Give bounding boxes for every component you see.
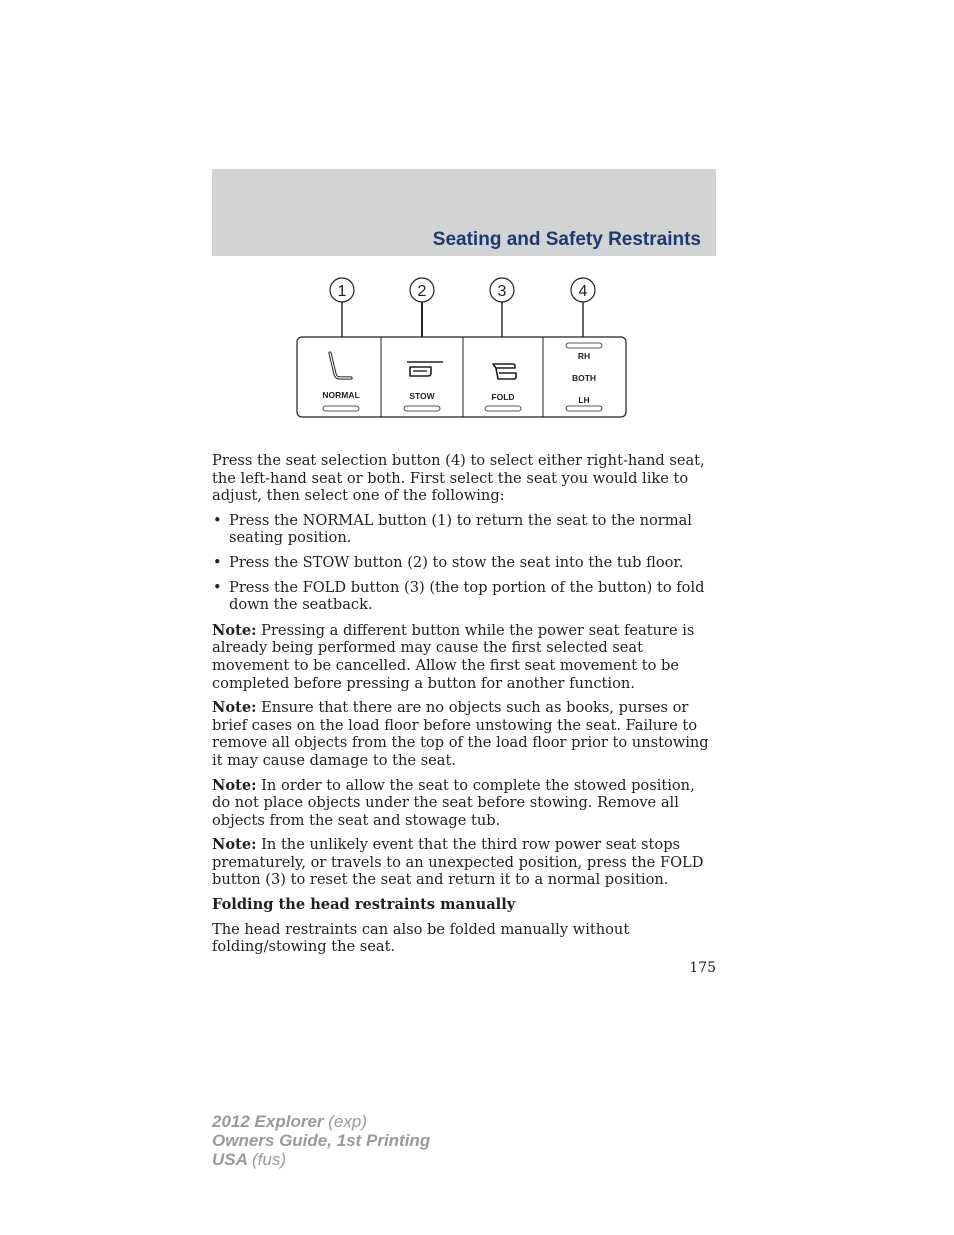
footer-model-code: (exp): [328, 1112, 367, 1131]
callout-3-label: 3: [497, 283, 507, 300]
rh-indicator: [566, 343, 602, 348]
note-label: Note:: [212, 699, 257, 717]
footer-market: USA: [212, 1150, 248, 1169]
bullet-icon: •: [213, 553, 222, 571]
note-label: Note:: [212, 776, 257, 794]
footer-line-3: [212, 1150, 430, 1169]
normal-button-label: NORMAL: [322, 390, 360, 400]
note-paragraph: [212, 622, 716, 692]
seat-control-diagram: [296, 276, 630, 422]
stow-indicator: [404, 406, 440, 411]
intro-paragraph: Press the seat selection button (4) to select either right-hand seat, the left-hand seat or both. First select the seat you would like to adjust, then select one of the following:: [212, 452, 705, 505]
note-label: Note:: [212, 836, 257, 854]
note-paragraph: [212, 777, 716, 830]
normal-indicator: [323, 406, 359, 411]
callout-4-label: 4: [578, 283, 588, 300]
section-title: Seating and Safety Restraints: [432, 229, 701, 250]
footer-line-2: Owners Guide, 1st Printing: [212, 1131, 431, 1150]
footer-line-1: [212, 1112, 430, 1131]
footer-model: 2012 Explorer: [212, 1112, 324, 1131]
rh-label: RH: [577, 351, 591, 361]
note-text: Ensure that there are no objects such as books, purses or brief cases on the load floor before unstowing the seat. Failure to remove all objects from the top of the load floor prior to unstowing it may cause damage to the seat.: [212, 699, 709, 769]
list-item-text: Press the FOLD button (3) (the top portion of the button) to fold down the seatback.: [229, 578, 705, 614]
page-number: 175: [689, 960, 716, 976]
body-text: [212, 452, 716, 963]
note-text: In order to allow the seat to complete the stowed position, do not place objects under the seat before stowing. Remove all objects from the seat and stowage tub.: [212, 776, 695, 829]
callout-3: [490, 278, 514, 337]
note-label: Note:: [212, 621, 257, 639]
closing-paragraph: The head restraints can also be folded manually without folding/stowing the seat.: [212, 920, 630, 956]
footer: [212, 1112, 430, 1169]
callout-1-label: 1: [337, 283, 347, 300]
note-paragraph: [212, 699, 716, 769]
callout-2-label: 2: [417, 283, 427, 300]
note-text: In the unlikely event that the third row power seat stops prematurely, or travels to an unexpected position, press the FOLD button (3) to reset the seat and return it to a normal position.: [212, 836, 704, 889]
header-band: [212, 169, 716, 256]
callout-4: [571, 278, 595, 337]
fold-indicator: [485, 406, 521, 411]
callout-1: [330, 278, 354, 337]
list-item: [212, 579, 716, 614]
stow-button-label: STOW: [409, 391, 435, 401]
lh-indicator: [566, 406, 602, 411]
list-item-text: Press the STOW button (2) to stow the seat into the tub floor.: [229, 553, 684, 571]
both-label: BOTH: [571, 373, 597, 383]
lh-label: LH: [578, 395, 590, 405]
subheading: Folding the head restraints manually: [212, 896, 516, 914]
list-item: [212, 512, 716, 547]
option-list: [212, 512, 716, 614]
note-text: Pressing a different button while the power seat feature is already being performed may cause the first selected seat movement to be cancelled. Allow the first seat movement to be completed before pressing a button for another function.: [212, 621, 695, 692]
bullet-icon: •: [213, 511, 222, 529]
list-item: [212, 554, 716, 572]
note-paragraph: [212, 836, 716, 889]
fold-button-label: FOLD: [491, 392, 515, 402]
footer-market-code: (fus): [252, 1150, 286, 1169]
list-item-text: Press the NORMAL button (1) to return the seat to the normal seating position.: [229, 511, 692, 547]
bullet-icon: •: [213, 578, 222, 596]
callout-2: [410, 278, 434, 337]
